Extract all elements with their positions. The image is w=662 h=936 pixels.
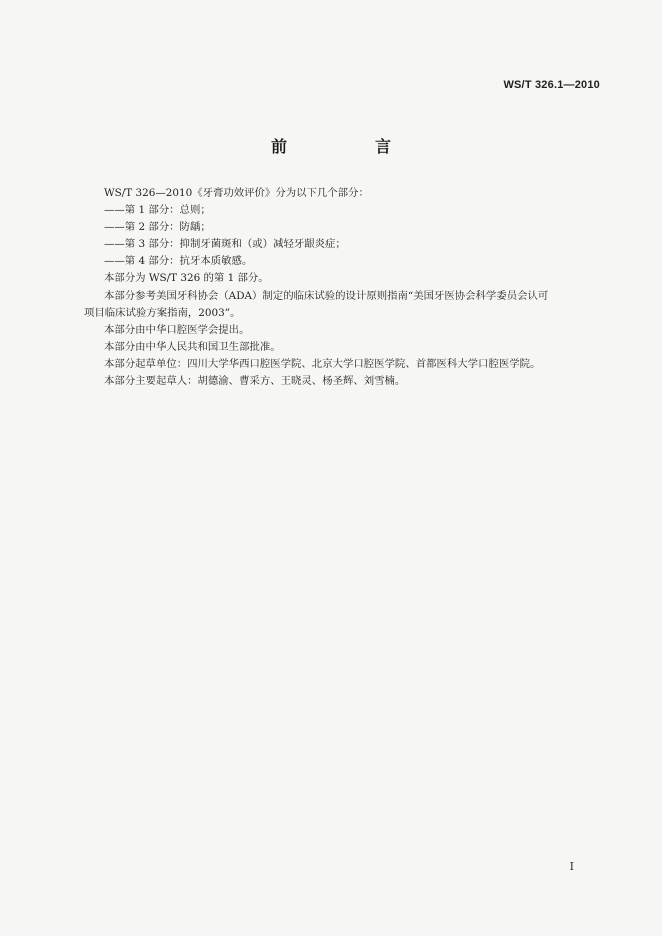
paragraph-approved-by: 本部分由中华人民共和国卫生部批准。 <box>104 340 281 353</box>
foreword-body <box>84 185 604 390</box>
standard-code: WS/T 326.1—2010 <box>503 79 600 91</box>
list-item-part-1: ——第 1 部分：总则； <box>104 204 211 217</box>
list-item-part-2: ——第 2 部分：防龋； <box>104 221 211 234</box>
paragraph-intro: WS/T 326—2010《牙膏功效评价》分为以下几个部分： <box>104 187 369 199</box>
page-title: 前 言 <box>270 137 427 156</box>
paragraph-drafters: 本部分主要起草人：胡德渝、曹采方、王晓灵、杨圣辉、刘雪楠。 <box>104 375 406 388</box>
paragraph-reference-continued: 项目临床试验方案指南，2003”。 <box>84 306 241 319</box>
paragraph-reference: 本部分参考美国牙科协会（ADA）制定的临床试验的设计原则指南“美国牙医协会科学委员会认可 <box>104 289 549 302</box>
list-item-part-4: ——第 4 部分：抗牙本质敏感。 <box>104 255 253 268</box>
paragraph-part-statement: 本部分为 WS/T 326 的第 1 部分。 <box>104 272 269 285</box>
page-number: I <box>569 860 574 873</box>
paragraph-proposed-by: 本部分由中华口腔医学会提出。 <box>104 323 250 336</box>
list-item-part-3: ——第 3 部分：抑制牙菌斑和（或）减轻牙龈炎症； <box>104 238 346 251</box>
paragraph-drafting-units: 本部分起草单位：四川大学华西口腔医学院、北京大学口腔医学院、首都医科大学口腔医学院。 <box>104 357 541 370</box>
